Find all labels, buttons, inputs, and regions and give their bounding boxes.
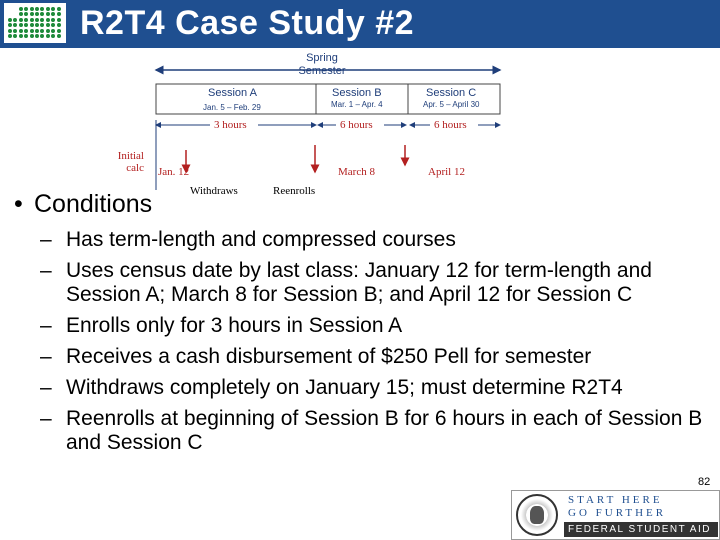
list-item [40,314,710,338]
marker-label-april12: April 12 [428,166,465,178]
conditions-heading-text: Conditions [34,190,153,218]
semester-label [292,52,352,78]
bullet-icon: • [14,190,23,218]
list-item [40,407,710,455]
initial-calc-line2: calc [126,162,144,174]
list-item-text: Enrolls only for 3 hours in Session A [66,314,403,337]
session-b-name: Session B [332,87,382,99]
conditions-list [40,228,710,462]
session-a-hours: 3 hours [214,119,247,131]
dash-icon: – [40,407,52,430]
marker-label-march8: March 8 [338,166,375,178]
list-item [40,228,710,252]
page-number: 82 [698,476,711,488]
dash-icon: – [40,345,52,368]
conditions-heading [14,190,152,219]
semester-label-line1: Spring [306,52,338,64]
timeline-diagram [0,0,720,200]
event-reenrolls: Reenrolls [273,185,316,197]
dash-icon: – [40,314,52,337]
dash-icon: – [40,259,52,282]
session-a-name: Session A [208,87,257,99]
session-b-hours: 6 hours [340,119,373,131]
logo-line2: GO FURTHER [568,507,667,519]
session-a-dates: Jan. 5 – Feb. 29 [203,103,261,112]
list-item-text: Withdraws completely on January 15; must determine R2T4 [66,376,623,399]
session-c-name: Session C [426,87,477,99]
list-item [40,345,710,369]
marker-label-jan12: Jan. 12 [158,166,190,178]
initial-calc-line1: Initial [117,150,144,162]
list-item-text: Has term-length and compressed courses [66,228,456,251]
dash-icon: – [40,376,52,399]
logo-line3: FEDERAL STUDENT AID [564,522,718,537]
seal-icon [516,494,558,536]
session-b-dates: Mar. 1 – Apr. 4 [331,100,383,109]
session-c-hours: 6 hours [434,119,467,131]
list-item-text: Receives a cash disbursement of $250 Pell for semester [66,345,592,368]
event-withdraws: Withdraws [190,185,238,197]
list-item [40,259,710,307]
fsa-logo [511,490,720,540]
list-item-text: Reenrolls at beginning of Session B for 6 hours in each of Session B and Session C [66,407,703,454]
list-item [40,376,710,400]
list-item-text: Uses census date by last class: January 12 for term-length and Session A; March 8 for Session B; and April 12 for Session C [66,259,652,306]
session-c-dates: Apr. 5 – April 30 [423,100,480,109]
dash-icon: – [40,228,52,251]
page-title: R2T4 Case Study #2 [80,4,415,42]
semester-label-line2: Semester [298,65,346,77]
logo-line1: START HERE [568,494,663,506]
initial-calc-label [108,150,144,174]
